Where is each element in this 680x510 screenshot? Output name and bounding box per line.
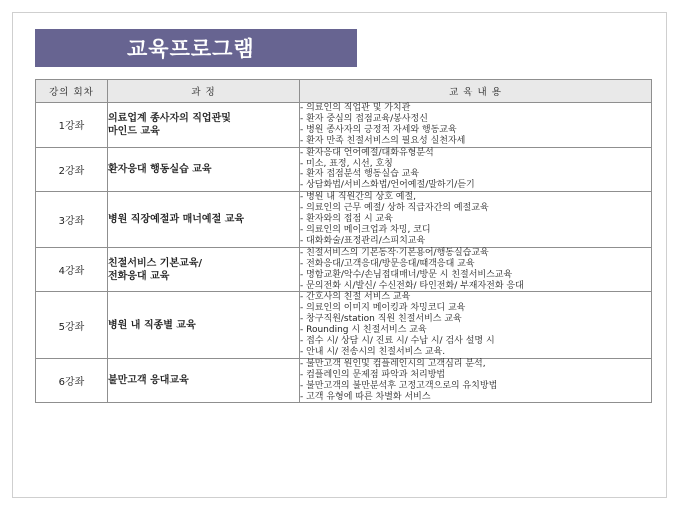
- title-banner: [35, 29, 357, 67]
- table-row: [36, 292, 652, 358]
- course-line: 환자응대 행동실습 교육: [108, 163, 212, 175]
- content-item: - 병원 내 직원간의 상호 예절,: [300, 192, 417, 203]
- course-cell: [108, 292, 300, 358]
- table-row: [36, 147, 652, 192]
- page-title: 교육프로그램: [127, 37, 255, 61]
- content-item: - 환자 접점분석 행동실습 교육: [300, 169, 420, 180]
- program-table: [35, 79, 652, 403]
- content-item: - 간호사의 친절 서비스 교육: [300, 292, 411, 303]
- content-cell: [300, 192, 652, 248]
- course-cell: [108, 358, 300, 403]
- course-line: 친절서비스 기본교육/: [108, 257, 203, 269]
- content-list: [300, 248, 651, 292]
- content-item: - 불만고객의 불만분석후 고정고객으로의 유치방법: [300, 380, 498, 391]
- course-line: 마인드 교육: [108, 125, 160, 137]
- content-item: - 환자응대 언어예절/대화유형분석: [300, 147, 434, 158]
- content-cell: [300, 147, 652, 192]
- content-item: - 문의전화 시/발신/ 수신전화/ 타인전화/ 부재자전화 응대: [300, 280, 524, 291]
- course-line: 병원 직장예절과 매너예절 교육: [108, 214, 245, 226]
- table-row: [36, 358, 652, 403]
- content-item: - 미소, 표정, 시선, 호칭: [300, 158, 393, 169]
- content-item: - 의료인의 근무 예절/ 상하 직급자간의 예절교육: [300, 203, 489, 214]
- content-item: - 불만고객 원인및 컴플레인시의 고객심리 분석,: [300, 358, 486, 369]
- content-item: - 친절서비스의 기본동작·기본용어/행동실습교육: [300, 247, 489, 258]
- content-item: - 컴플레인의 문제점 파악과 처리방법: [300, 369, 446, 380]
- content-item: - 상담화법/서비스화법/언어예절/말하기/듣기: [300, 180, 475, 191]
- session-cell: 3강좌: [36, 192, 108, 248]
- session-cell: 2강좌: [36, 147, 108, 192]
- course-cell: [108, 192, 300, 248]
- content-item: - 명함교환/악수/손님접대매너/방문 시 친절서비스교육: [300, 269, 513, 280]
- course-line: 전화응대 교육: [108, 270, 170, 282]
- content-item: - 의료인의 이미지 메이킹과 차밍코디 교육: [300, 303, 466, 314]
- content-item: - 대화화술/표정관리/스피치교육: [300, 235, 426, 246]
- header-content: 교 육 내 용: [300, 80, 652, 103]
- content-cell: [300, 103, 652, 148]
- content-list: [300, 103, 651, 147]
- table-row: [36, 192, 652, 248]
- course-line: 병원 내 직종별 교육: [108, 319, 196, 331]
- content-item: - 전화응대/고객응대/방문응대/때객응대 교육: [300, 258, 475, 269]
- content-item: - 창구직원/station 직원 친절서비스 교육: [300, 314, 462, 325]
- course-cell: [108, 103, 300, 148]
- content-item: - 고객 유형에 따른 차별화 서비스: [300, 391, 431, 402]
- course-line: 불만고객 응대교육: [108, 375, 189, 387]
- content-item: - 의료인의 메이크업과 차밍, 코디: [300, 224, 431, 235]
- content-item: - 접수 시/ 상담 시/ 진료 시/ 수납 시/ 검사 설명 시: [300, 336, 495, 347]
- content-cell: [300, 247, 652, 292]
- session-cell: 1강좌: [36, 103, 108, 148]
- table-header-row: [36, 80, 652, 103]
- header-course: 과 정: [108, 80, 300, 103]
- slide: [12, 12, 667, 498]
- content-item: - 환자와의 접점 시 교육: [300, 214, 393, 225]
- course-line: 의료업계 종사자의 직업관및: [108, 112, 231, 124]
- table-body: [36, 103, 652, 403]
- content-list: [300, 292, 651, 357]
- content-item: - 안내 시/ 전송시의 친절서비스 교육.: [300, 346, 446, 357]
- content-cell: [300, 358, 652, 403]
- content-item: - 환자 중심의 접점교육/봉사정신: [300, 113, 428, 124]
- content-item: - 환자 만족 친절서비스의 필요성 실천자세: [300, 135, 466, 146]
- content-cell: [300, 292, 652, 358]
- header-session: 강의 회차: [36, 80, 108, 103]
- session-cell: 5강좌: [36, 292, 108, 358]
- course-cell: [108, 247, 300, 292]
- content-list: [300, 192, 651, 247]
- table-row: [36, 103, 652, 148]
- content-item: - 의료인의 직업관 및 가치관: [300, 103, 411, 113]
- content-item: - Rounding 시 친절서비스 교육: [300, 325, 427, 336]
- session-cell: 6강좌: [36, 358, 108, 403]
- content-list: [300, 359, 651, 403]
- session-cell: 4강좌: [36, 247, 108, 292]
- content-item: - 병원 종사자의 긍정적 자세와 행동교육: [300, 124, 457, 135]
- course-cell: [108, 147, 300, 192]
- content-list: [300, 148, 651, 192]
- table-row: [36, 247, 652, 292]
